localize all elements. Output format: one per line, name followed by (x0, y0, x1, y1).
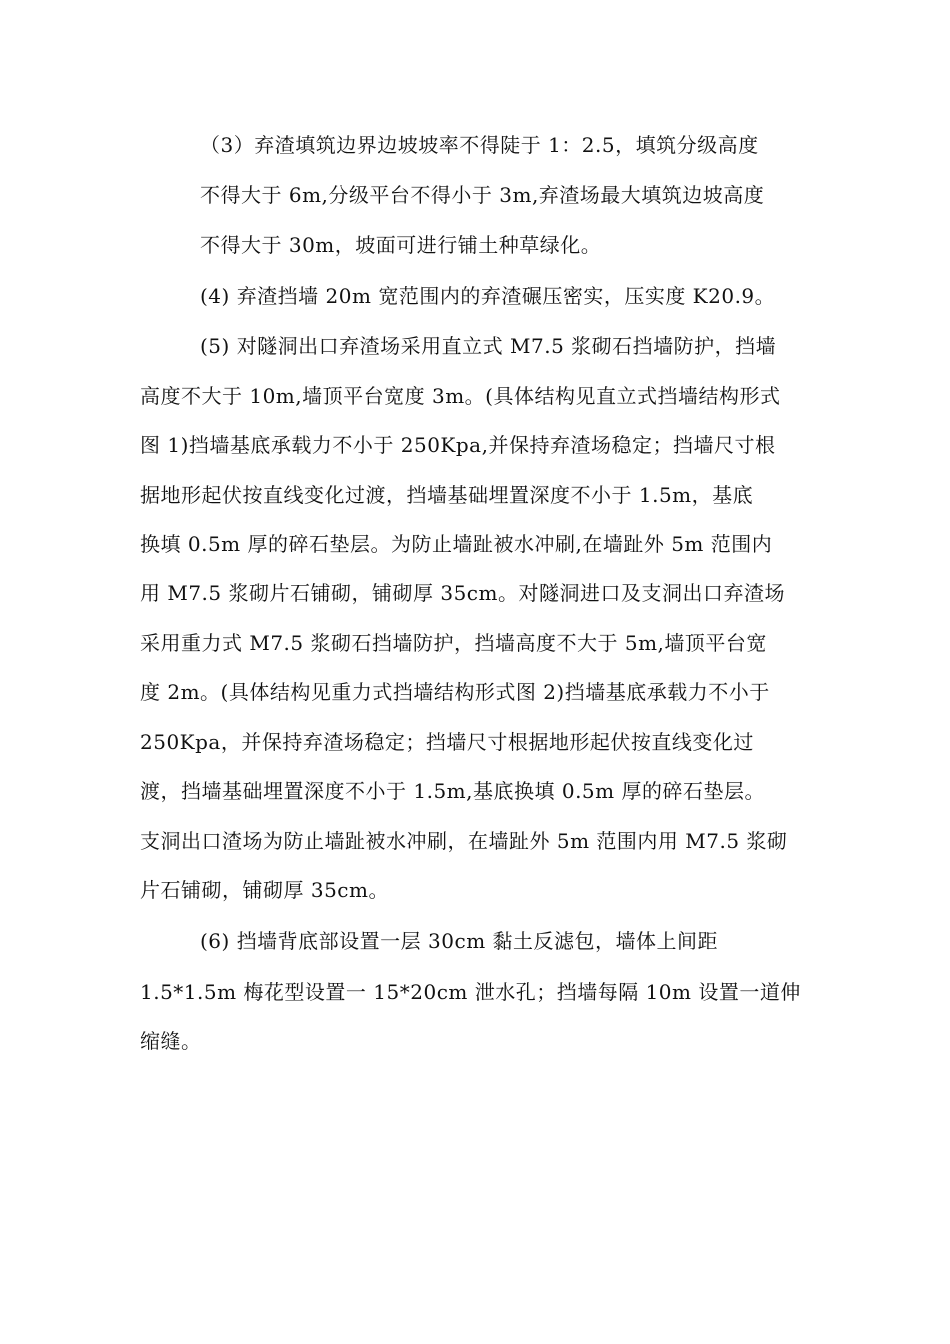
text-line: 采用重力式 M7.5 浆砌石挡墙防护，挡墙高度不大于 5m,墙顶平台宽 (140, 631, 767, 655)
text-line: 图 1)挡墙基底承载力不小于 250Kpa,并保持弃渣场稳定；挡墙尺寸根 (140, 433, 776, 457)
text-line: 缩缝。 (140, 1029, 202, 1053)
text-line: 不得大于 30m，坡面可进行铺土种草绿化。 (200, 233, 602, 257)
text-line: 片石铺砌，铺砌厚 35cm。 (140, 878, 389, 902)
text-line: (5) 对隧洞出口弃渣场采用直立式 M7.5 浆砌石挡墙防护，挡墙 (200, 334, 777, 358)
text-line: 支洞出口渣场为防止墙趾被水冲刷，在墙趾外 5m 范围内用 M7.5 浆砌 (140, 829, 788, 853)
text-line: 换填 0.5m 厚的碎石垫层。为防止墙趾被水冲刷,在墙趾外 5m 范围内 (140, 532, 773, 556)
text-line: (4) 弃渣挡墙 20m 宽范围内的弃渣碾压密实，压实度 K20.9。 (200, 284, 776, 308)
text-line: 不得大于 6m,分级平台不得小于 3m,弃渣场最大填筑边坡高度 (200, 183, 765, 207)
text-line: 高度不大于 10m,墙顶平台宽度 3m。(具体结构见直立式挡墙结构形式 (140, 384, 781, 408)
text-line: (6) 挡墙背底部设置一层 30cm 黏土反滤包，墙体上间距 (200, 929, 719, 953)
text-line: 用 M7.5 浆砌片石铺砌，铺砌厚 35cm。对隧洞进口及支洞出口弃渣场 (140, 581, 785, 605)
text-line: 1.5*1.5m 梅花型设置一 15*20cm 泄水孔；挡墙每隔 10m 设置一道伸 (140, 980, 801, 1004)
text-line: （3）弃渣填筑边界边坡坡率不得陡于 1：2.5，填筑分级高度 (200, 133, 759, 157)
text-line: 250Kpa，并保持弃渣场稳定；挡墙尺寸根据地形起伏按直线变化过 (140, 730, 754, 754)
text-line: 据地形起伏按直线变化过渡，挡墙基础埋置深度不小于 1.5m，基底 (140, 483, 754, 507)
text-line: 渡，挡墙基础埋置深度不小于 1.5m,基底换填 0.5m 厚的碎石垫层。 (140, 779, 765, 803)
text-line: 度 2m。(具体结构见重力式挡墙结构形式图 2)挡墙基底承载力不小于 (140, 680, 770, 704)
